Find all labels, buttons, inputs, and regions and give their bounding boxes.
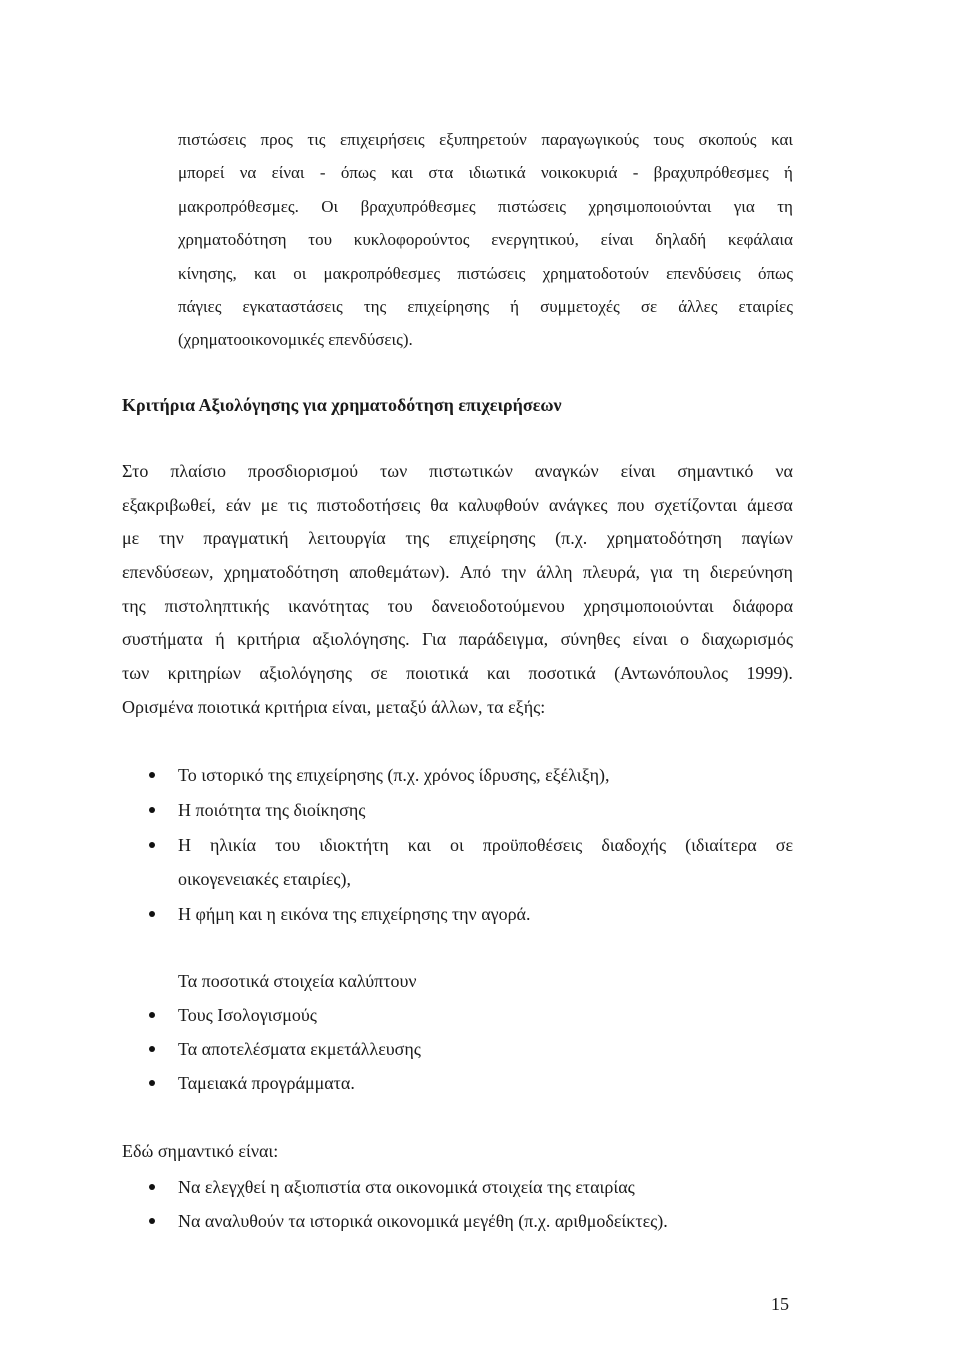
continuation-paragraph (178, 123, 793, 357)
word: τους (653, 130, 684, 149)
list-item (178, 998, 793, 1032)
word: σε (370, 663, 388, 684)
word: με (260, 494, 278, 515)
paragraph-line (178, 156, 793, 189)
word: για (650, 562, 673, 583)
list-item (178, 1204, 793, 1238)
bullet-icon (149, 1080, 155, 1086)
word: και (771, 130, 793, 149)
word: τη (777, 196, 793, 216)
word: προσδιορισμού (247, 461, 359, 481)
list-item-text: οικογενειακές εταιρίες), (178, 869, 352, 890)
word: αξιολόγησης (259, 663, 353, 684)
list-item-text: Τα αποτελέσματα εκμετάλλευσης (178, 1039, 421, 1059)
word: ιδιωτικά (468, 163, 526, 183)
word: χρηματοδότηση (606, 528, 722, 549)
word: παράδειγμα, (458, 629, 549, 650)
word: πιστοδοτήσεις (317, 494, 421, 515)
paragraph-line (178, 257, 793, 290)
list-item (178, 828, 793, 898)
list-item (178, 1066, 793, 1100)
word: και (486, 663, 511, 684)
paragraph-line (122, 522, 793, 556)
word: ηλικία (210, 834, 257, 855)
word: του (275, 834, 301, 855)
word: κυκλοφορούντος (353, 230, 470, 250)
list-item-text: Ταμειακά προγράμματα. (178, 1073, 355, 1093)
list-item (178, 897, 793, 932)
bullet-icon (149, 772, 155, 778)
paragraph-line (178, 290, 793, 323)
bullet-icon (149, 807, 155, 813)
word: πιστώσεις (178, 130, 246, 149)
paragraph-line: (χρηματοοικονομικές επενδύσεις). (178, 330, 413, 350)
word: όπως (340, 163, 376, 183)
word: της (363, 296, 387, 316)
word: δηλαδή (655, 230, 707, 250)
list-item-text: Το ιστορικό της επιχείρησης (π.χ. χρόνος ίδρυσης, εξέλιξη), (178, 765, 610, 785)
word: νοικοκυριά (540, 163, 618, 183)
word: ο (679, 629, 689, 650)
word: των (380, 461, 408, 481)
word: στα (428, 163, 454, 183)
word: ποσοτικά (528, 663, 596, 684)
bullet-icon (149, 1012, 155, 1018)
word: δανειοδοτούμενου (431, 595, 565, 616)
word: χρησιμοποιούνται (583, 595, 714, 616)
list-item (178, 793, 793, 828)
word: επενδύσεων, (122, 562, 214, 583)
word: πραγματική (203, 528, 289, 549)
paragraph-line (122, 590, 793, 624)
word: του (308, 230, 333, 250)
word: - (632, 163, 639, 183)
list-item (178, 1170, 793, 1204)
word: ιδιοκτήτη (319, 834, 389, 855)
word: σκοπούς (698, 130, 757, 149)
bullet-icon (149, 911, 155, 917)
word: πλαίσιο (170, 461, 226, 481)
word: προς (260, 130, 293, 149)
word: διαχωρισμός (701, 629, 793, 650)
word: χρηματοδότηση (223, 562, 339, 583)
word: κριτηρίων (167, 663, 241, 684)
word: (ιδιαίτερα (685, 834, 757, 855)
word: και (407, 834, 431, 855)
word: Στο (122, 461, 149, 481)
word: εξακριβωθεί, (122, 494, 216, 515)
word: σημαντικό (677, 461, 754, 481)
word: παραγωγικούς (541, 130, 639, 149)
word: τη (682, 562, 700, 583)
word: σε (775, 834, 793, 855)
word: προϋποθέσεις (482, 834, 583, 855)
list-item-text (178, 828, 793, 863)
quantitative-list (178, 998, 793, 1100)
word: (Αντωνόπουλος (614, 663, 728, 684)
word: επενδύσεις (666, 263, 741, 283)
word: οι (449, 834, 464, 855)
word: πιστοληπτικής (164, 595, 270, 616)
word: και (391, 163, 414, 183)
word: ή (783, 163, 793, 183)
word: ικανότητας (287, 595, 369, 616)
word: σε (640, 296, 658, 316)
word: του (387, 595, 413, 616)
word: για (733, 196, 755, 216)
word: (π.χ. (555, 528, 588, 549)
word: και (254, 263, 276, 283)
word: βραχυπρόθεσμες (653, 163, 769, 183)
word: εξυπηρετούν (439, 130, 527, 149)
word: Οι (321, 196, 339, 216)
word: άλλη (536, 562, 573, 583)
list-item-text: Να ελεγχθεί η αξιοπιστία στα οικονομικά στοιχεία της εταιρίας (178, 1177, 635, 1197)
word: διαδοχής (601, 834, 667, 855)
word: τις (287, 494, 308, 515)
paragraph-line (178, 190, 793, 223)
word: κριτήρια (237, 629, 300, 650)
word: όπως (757, 263, 793, 283)
word: επιχείρησης (448, 528, 536, 549)
word: μπορεί (178, 163, 225, 183)
paragraph-line (178, 123, 793, 156)
word: διάφορα (732, 595, 793, 616)
word: θα (430, 494, 449, 515)
word: την (501, 562, 527, 583)
word: μακροπρόθεσμες. (178, 196, 299, 216)
word: οι (293, 263, 307, 283)
word: - (319, 163, 326, 183)
list-item-text: Η ποιότητα της διοίκησης (178, 799, 366, 820)
word: λειτουργία (308, 528, 386, 549)
word: πάγιες (178, 296, 222, 316)
word: είναι (620, 461, 656, 481)
paragraph-line (122, 556, 793, 590)
word: ποιοτικά (406, 663, 469, 684)
word: Για (422, 629, 447, 650)
list-item-text: Τους Ισολογισμούς (178, 1005, 317, 1025)
word: βραχυπρόθεσμες (360, 196, 476, 216)
paragraph-line (122, 623, 793, 657)
word: διερεύνηση (709, 562, 793, 583)
list-item-text: Η φήμη και η εικόνα της επιχείρησης την αγορά. (178, 904, 531, 924)
bullet-icon (149, 1184, 155, 1190)
word: εταιρίες (738, 296, 793, 316)
word: εγκαταστάσεις (242, 296, 343, 316)
criteria-paragraph (122, 455, 793, 725)
word: αποθεμάτων). (349, 562, 450, 583)
word: πιστώσεις (498, 196, 566, 216)
word: με (122, 528, 140, 549)
word: πλευρά, (582, 562, 641, 583)
word: κίνησης, (178, 263, 237, 283)
word: σχετίζονται (654, 494, 738, 515)
paragraph-line: Ορισμένα ποιοτικά κριτήρια είναι, μεταξύ άλλων, τα εξής: (122, 696, 546, 717)
quantitative-intro: Τα ποσοτικά στοιχεία καλύπτουν (178, 971, 417, 991)
word: καλυφθούν (458, 494, 539, 515)
word: επιχείρησης (407, 296, 490, 316)
word: αξιολόγησης. (312, 629, 410, 650)
word: εάν (225, 494, 251, 515)
word: ή (215, 629, 225, 650)
word: της (405, 528, 430, 549)
section-heading: Κριτήρια Αξιολόγησης για χρηματοδότηση επιχειρήσεων (122, 395, 562, 415)
word: την (158, 528, 184, 549)
important-intro: Εδώ σημαντικό είναι: (122, 1141, 279, 1161)
word: είναι (632, 629, 668, 650)
word: κεφάλαια (727, 230, 793, 250)
word: μακροπρόθεσμες (323, 263, 441, 283)
word: να (775, 461, 793, 481)
word: άμεσα (747, 494, 793, 515)
word: χρηματοδοτούν (542, 263, 649, 283)
list-item-text: Να αναλυθούν τα ιστορικά οικονομικά μεγέθη (π.χ. αριθμοδείκτες). (178, 1211, 668, 1231)
word: σύνηθες (560, 629, 621, 650)
word: τις (307, 130, 326, 149)
word: πιστώσεις (457, 263, 526, 283)
important-list (178, 1170, 793, 1238)
word: συστήματα (122, 629, 203, 650)
word: να (239, 163, 257, 183)
word: χρηματοδότηση (178, 230, 287, 250)
word: αναγκών (534, 461, 599, 481)
list-item (178, 758, 793, 793)
list-item (178, 1032, 793, 1066)
paragraph-line (122, 657, 793, 691)
word: 1999). (746, 663, 793, 684)
word: άλλες (678, 296, 718, 316)
paragraph-line (178, 223, 793, 256)
word: ή (510, 296, 520, 316)
word: είναι (271, 163, 305, 183)
word: ενεργητικού, (491, 230, 579, 250)
word: παγίων (741, 528, 793, 549)
qualitative-criteria-list (178, 758, 793, 932)
word: συμμετοχές (540, 296, 620, 316)
word: είναι (600, 230, 634, 250)
bullet-icon (149, 842, 155, 848)
word: που (617, 494, 645, 515)
bullet-icon (149, 1218, 155, 1224)
word: Από (459, 562, 491, 583)
paragraph-line (122, 455, 793, 489)
word: των (122, 663, 150, 684)
word: πιστωτικών (429, 461, 513, 481)
word: της (122, 595, 146, 616)
bullet-icon (149, 1046, 155, 1052)
paragraph-line (122, 489, 793, 523)
word: επιχειρήσεις (340, 130, 425, 149)
word: χρησιμοποιούνται (588, 196, 712, 216)
page-number: 15 (771, 1294, 789, 1314)
word: Η (178, 834, 191, 855)
word: ανάγκες (548, 494, 608, 515)
